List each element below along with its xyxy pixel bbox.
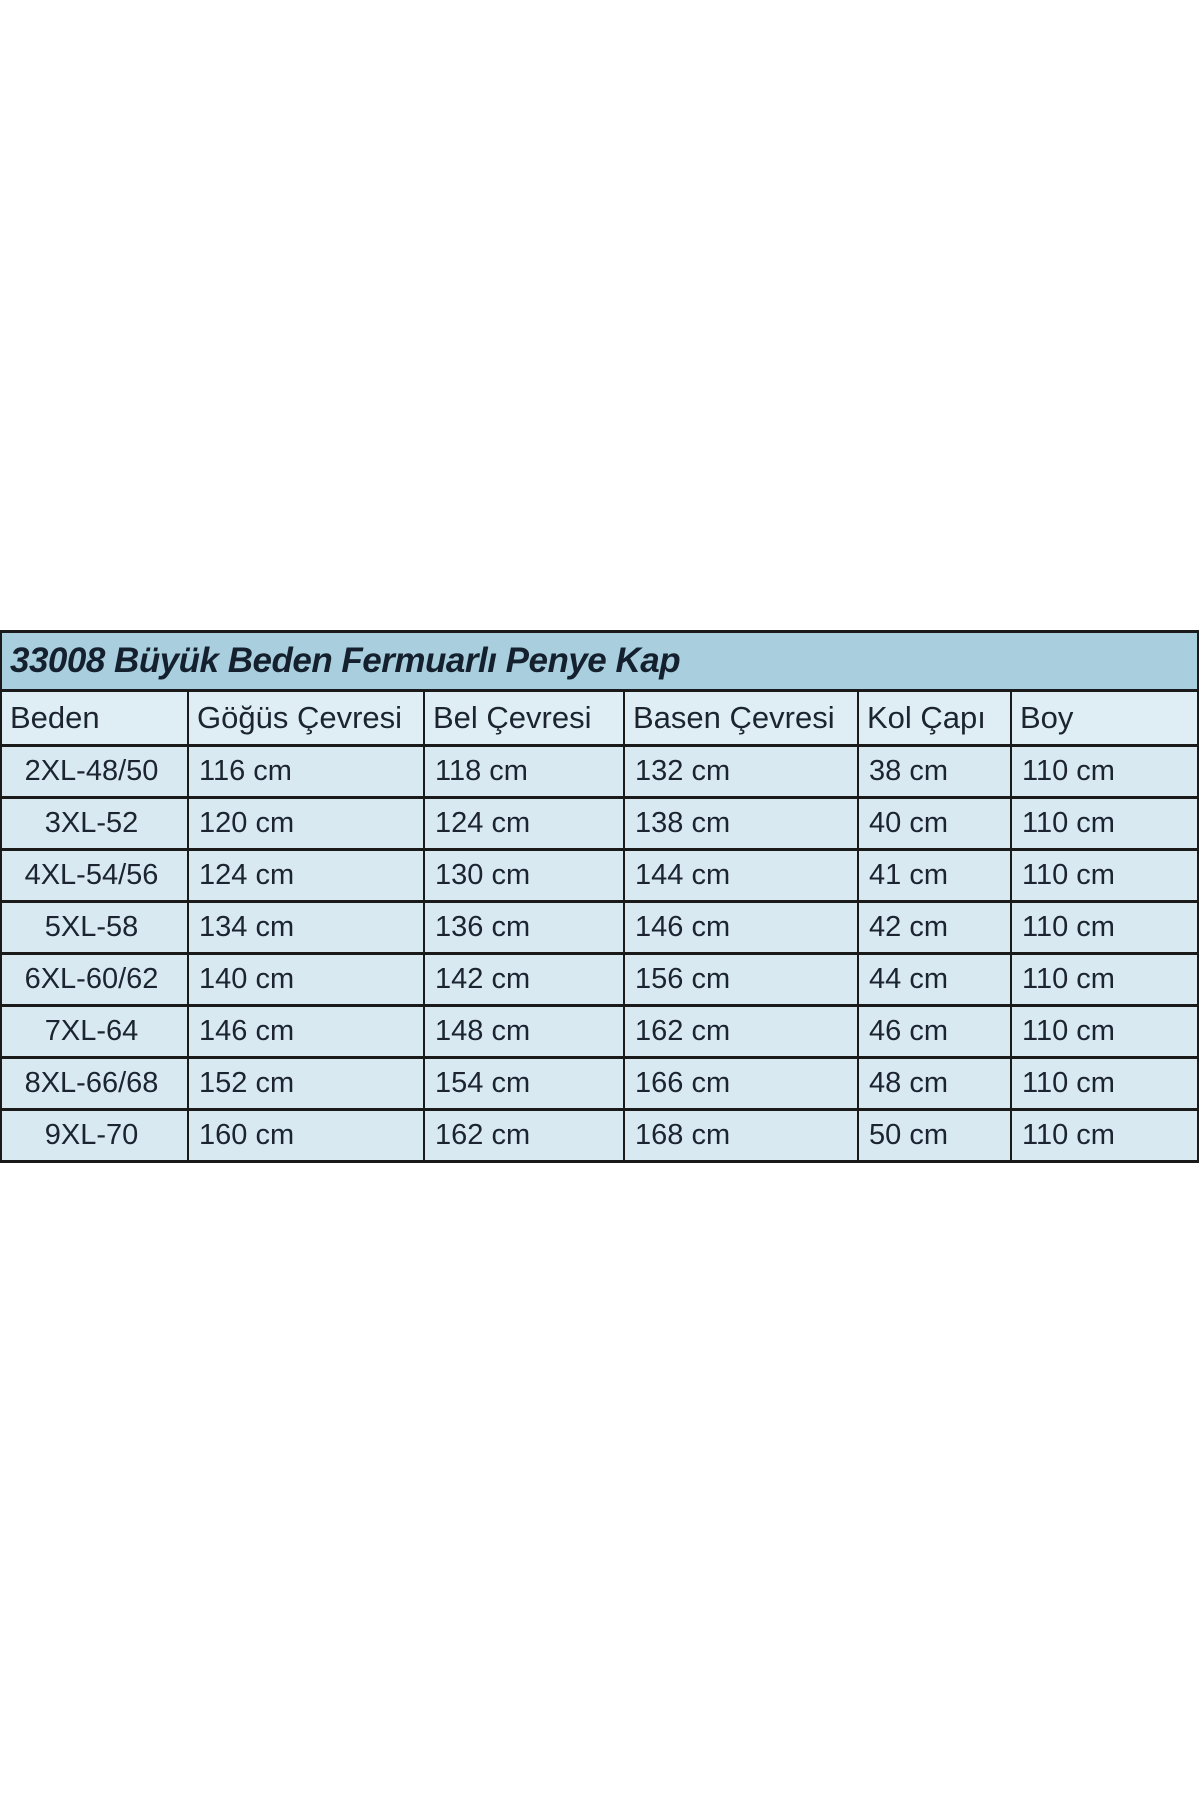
- size-label: 8XL-66/68: [1, 1058, 188, 1110]
- measure-value: 110 cm: [1011, 798, 1198, 850]
- measure-value: 142 cm: [424, 954, 624, 1006]
- measure-value: 110 cm: [1011, 954, 1198, 1006]
- measure-value: 118 cm: [424, 746, 624, 798]
- table-row: [1, 798, 1198, 850]
- table-title: 33008 Büyük Beden Fermuarlı Penye Kap: [1, 632, 1198, 691]
- measure-value: 124 cm: [188, 850, 424, 902]
- measure-value: 41 cm: [858, 850, 1011, 902]
- measure-value: 148 cm: [424, 1006, 624, 1058]
- measure-value: 42 cm: [858, 902, 1011, 954]
- size-label: 2XL-48/50: [1, 746, 188, 798]
- measure-value: 40 cm: [858, 798, 1011, 850]
- measure-value: 48 cm: [858, 1058, 1011, 1110]
- measure-value: 152 cm: [188, 1058, 424, 1110]
- table-row: [1, 954, 1198, 1006]
- size-chart-table: [0, 630, 1199, 1163]
- table-row: [1, 1110, 1198, 1162]
- measure-value: 110 cm: [1011, 1110, 1198, 1162]
- measure-value: 50 cm: [858, 1110, 1011, 1162]
- size-label: 7XL-64: [1, 1006, 188, 1058]
- measure-value: 146 cm: [624, 902, 858, 954]
- measure-value: 144 cm: [624, 850, 858, 902]
- measure-value: 136 cm: [424, 902, 624, 954]
- size-chart: [0, 630, 1197, 1163]
- table-title-row: [1, 632, 1198, 691]
- measure-value: 156 cm: [624, 954, 858, 1006]
- measure-value: 168 cm: [624, 1110, 858, 1162]
- measure-value: 162 cm: [624, 1006, 858, 1058]
- measure-value: 132 cm: [624, 746, 858, 798]
- column-header-3: Basen Çevresi: [624, 691, 858, 746]
- measure-value: 110 cm: [1011, 1006, 1198, 1058]
- measure-value: 162 cm: [424, 1110, 624, 1162]
- measure-value: 146 cm: [188, 1006, 424, 1058]
- column-header-4: Kol Çapı: [858, 691, 1011, 746]
- table-row: [1, 746, 1198, 798]
- column-header-2: Bel Çevresi: [424, 691, 624, 746]
- size-label: 6XL-60/62: [1, 954, 188, 1006]
- measure-value: 120 cm: [188, 798, 424, 850]
- size-label: 5XL-58: [1, 902, 188, 954]
- measure-value: 160 cm: [188, 1110, 424, 1162]
- measure-value: 110 cm: [1011, 850, 1198, 902]
- table-row: [1, 1058, 1198, 1110]
- table-row: [1, 1006, 1198, 1058]
- measure-value: 110 cm: [1011, 746, 1198, 798]
- column-header-0: Beden: [1, 691, 188, 746]
- measure-value: 44 cm: [858, 954, 1011, 1006]
- table-row: [1, 850, 1198, 902]
- size-label: 9XL-70: [1, 1110, 188, 1162]
- measure-value: 130 cm: [424, 850, 624, 902]
- column-header-5: Boy: [1011, 691, 1198, 746]
- table-header-row: [1, 691, 1198, 746]
- measure-value: 110 cm: [1011, 1058, 1198, 1110]
- measure-value: 46 cm: [858, 1006, 1011, 1058]
- size-label: 4XL-54/56: [1, 850, 188, 902]
- measure-value: 134 cm: [188, 902, 424, 954]
- measure-value: 166 cm: [624, 1058, 858, 1110]
- table-row: [1, 902, 1198, 954]
- size-label: 3XL-52: [1, 798, 188, 850]
- measure-value: 140 cm: [188, 954, 424, 1006]
- column-header-1: Göğüs Çevresi: [188, 691, 424, 746]
- measure-value: 116 cm: [188, 746, 424, 798]
- measure-value: 154 cm: [424, 1058, 624, 1110]
- measure-value: 38 cm: [858, 746, 1011, 798]
- measure-value: 124 cm: [424, 798, 624, 850]
- measure-value: 138 cm: [624, 798, 858, 850]
- measure-value: 110 cm: [1011, 902, 1198, 954]
